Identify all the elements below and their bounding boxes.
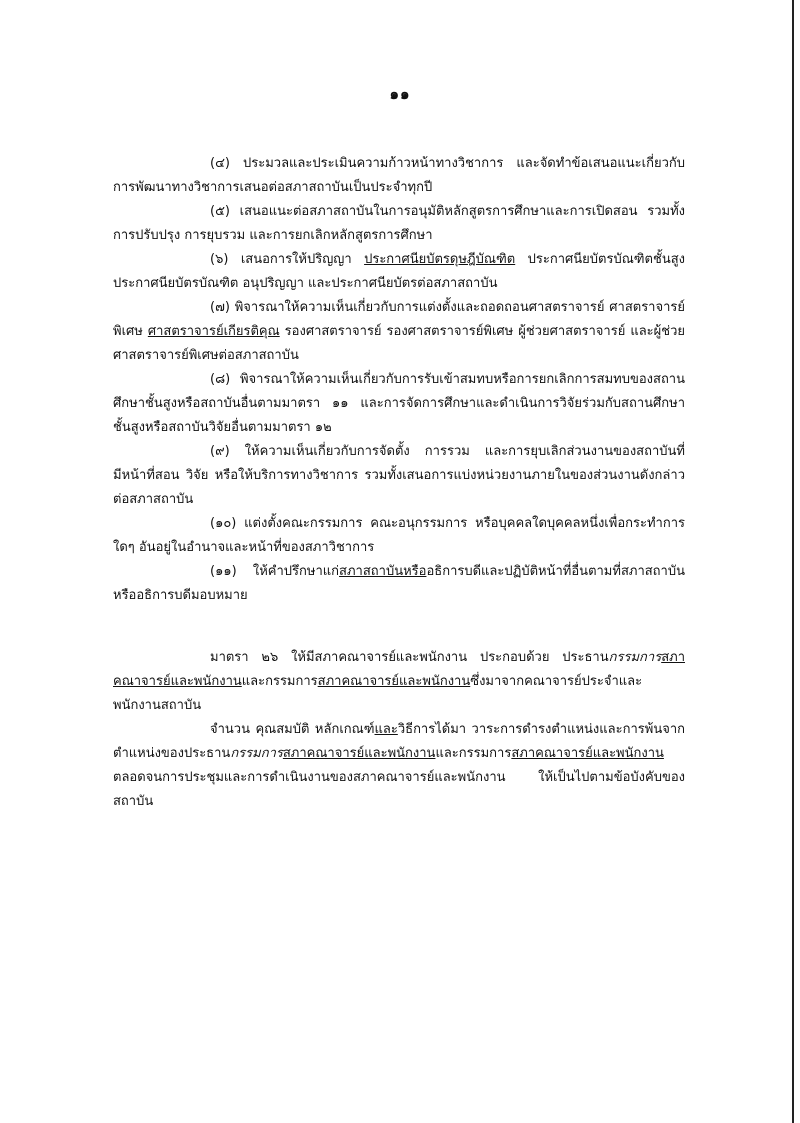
list-item-paragraph [113, 368, 685, 440]
underlined-text: สภาคณาจารย์ [317, 674, 400, 689]
text-segment: และกรรมการ [435, 746, 512, 761]
underlined-text: และ [374, 722, 398, 737]
list-item-paragraph [113, 248, 685, 296]
list-item-paragraph [113, 560, 685, 608]
section-paragraph [113, 718, 685, 814]
text-segment: ตลอดจนการประชุมและการดำเนินงานของสภาคณาจารย์และพนักงาน ให้เป็นไปตามข้อบังคับของสถาบัน [113, 770, 685, 809]
italic-text: กรรมการ [230, 746, 283, 761]
document-body [113, 152, 685, 814]
underlined-text: และพนักงาน [399, 674, 471, 689]
text-segment: และกรรมการ [241, 674, 318, 689]
section-26 [113, 646, 685, 814]
section-gap [113, 608, 685, 646]
text-segment: วิธีการได้มา วาระการดำรงตำแหน่งและการพ้นจากตำแหน่งของประธาน [113, 722, 685, 761]
text-segment: (๔) ประมวลและประเมินความก้าวหน้าทางวิชาการ และจัดทำข้อเสนอแนะเกี่ยวกับการพัฒนาทางวิชาการเสนอต่อสภาสถาบันเป็นประจำทุกปี [113, 156, 685, 195]
authority-list [113, 152, 685, 608]
text-segment: ประกาศนียบัตรบัณฑิตชั้นสูง ประกาศนียบัตรบัณฑิต อนุปริญญา และประกาศนียบัตรต่อสภาสถาบัน [113, 252, 685, 291]
underlined-text: ศาสตราจารย์เกียรติคุณ [147, 324, 280, 339]
text-segment: จำนวน คุณสมบัติ หลักเกณฑ์ [210, 722, 375, 737]
underlined-text: สภาคณาจารย์และพนักงาน [282, 746, 436, 761]
page-edge-line [792, 0, 794, 1123]
list-item-paragraph [113, 152, 685, 200]
text-segment: (๖) เสนอการให้ปริญญา [210, 252, 365, 267]
list-item-paragraph [113, 296, 685, 368]
section-paragraph [113, 646, 685, 718]
text-segment: (๙) ให้ความเห็นเกี่ยวกับการจัดตั้ง การรวม และการยุบเลิกส่วนงานของสถาบันที่มีหน้าที่สอน วิจัย หรือให้บริการทางวิชาการ รวมทั้งเสนอการแบ่งหน่วยงานภายในของส่วนงานดังกล่าวต่อสภาสถาบัน [113, 444, 685, 507]
list-item-paragraph [113, 200, 685, 248]
list-item-paragraph [113, 512, 685, 560]
list-item-paragraph [113, 440, 685, 512]
underlined-text: สภาคณาจารย์และพนักงาน [113, 650, 685, 689]
italic-text: กรรมการ [608, 650, 662, 665]
underlined-text: สภาคณาจารย์และพนักงาน [511, 746, 664, 761]
underlined-text: สภาสถาบันหรือ [339, 564, 427, 579]
text-segment: (๗) พิจารณาให้ความเห็นเกี่ยวกับการแต่งตั้งและถอดถอนศาสตราจารย์ ศาสตราจารย์พิเศษ [113, 300, 685, 339]
page-number: ๑๑ [389, 85, 411, 103]
text-segment: มาตรา ๒๖ ให้มีสภาคณาจารย์และพนักงาน ประกอบด้วย ประธาน [210, 650, 609, 665]
text-segment: รองศาสตราจารย์ รองศาสตราจารย์พิเศษ ผู้ช่วยศาสตราจารย์ และผู้ช่วยศาสตราจารย์พิเศษต่อสภาสถาบัน [113, 324, 686, 363]
text-segment: (๑๑) ให้คำปรึกษาแก่ [210, 564, 340, 579]
text-segment: (๕) เสนอแนะต่อสภาสถาบันในการอนุมัติหลักสูตรการศึกษาและการเปิดสอน รวมทั้งการปรับปรุง การยุบรวม และการยกเลิกหลักสูตรการศึกษา [113, 204, 685, 243]
text-segment: (๘) พิจารณาให้ความเห็นเกี่ยวกับการรับเข้าสมทบหรือการยกเลิกการสมทบของสถานศึกษาชั้นสูงหรือสถาบันอื่นตามมาตรา ๑๑ และการจัดการศึกษาและดำเนินการวิจัยร่วมกับสถานศึกษาชั้นสูงหรือสถาบันวิจัยอื่นตามมาตรา ๑๒ [113, 372, 685, 435]
text-segment: (๑๐) แต่งตั้งคณะกรรมการ คณะอนุกรรมการ หรือบุคคลใดบุคคลหนึ่งเพื่อกระทำการใดๆ อันอยู่ในอำนาจและหน้าที่ของสภาวิชาการ [113, 516, 685, 555]
text-segment: ซึ่งมาจากคณาจารย์ประจำและพนักงานสถาบัน [113, 674, 643, 713]
underlined-text: ประกาศนียบัตรดุษฎีบัณฑิต [364, 252, 516, 267]
text-segment: อธิการบดีและปฏิบัติหน้าที่อื่นตามที่สภาสถาบันหรืออธิการบดีมอบหมาย [113, 564, 685, 603]
